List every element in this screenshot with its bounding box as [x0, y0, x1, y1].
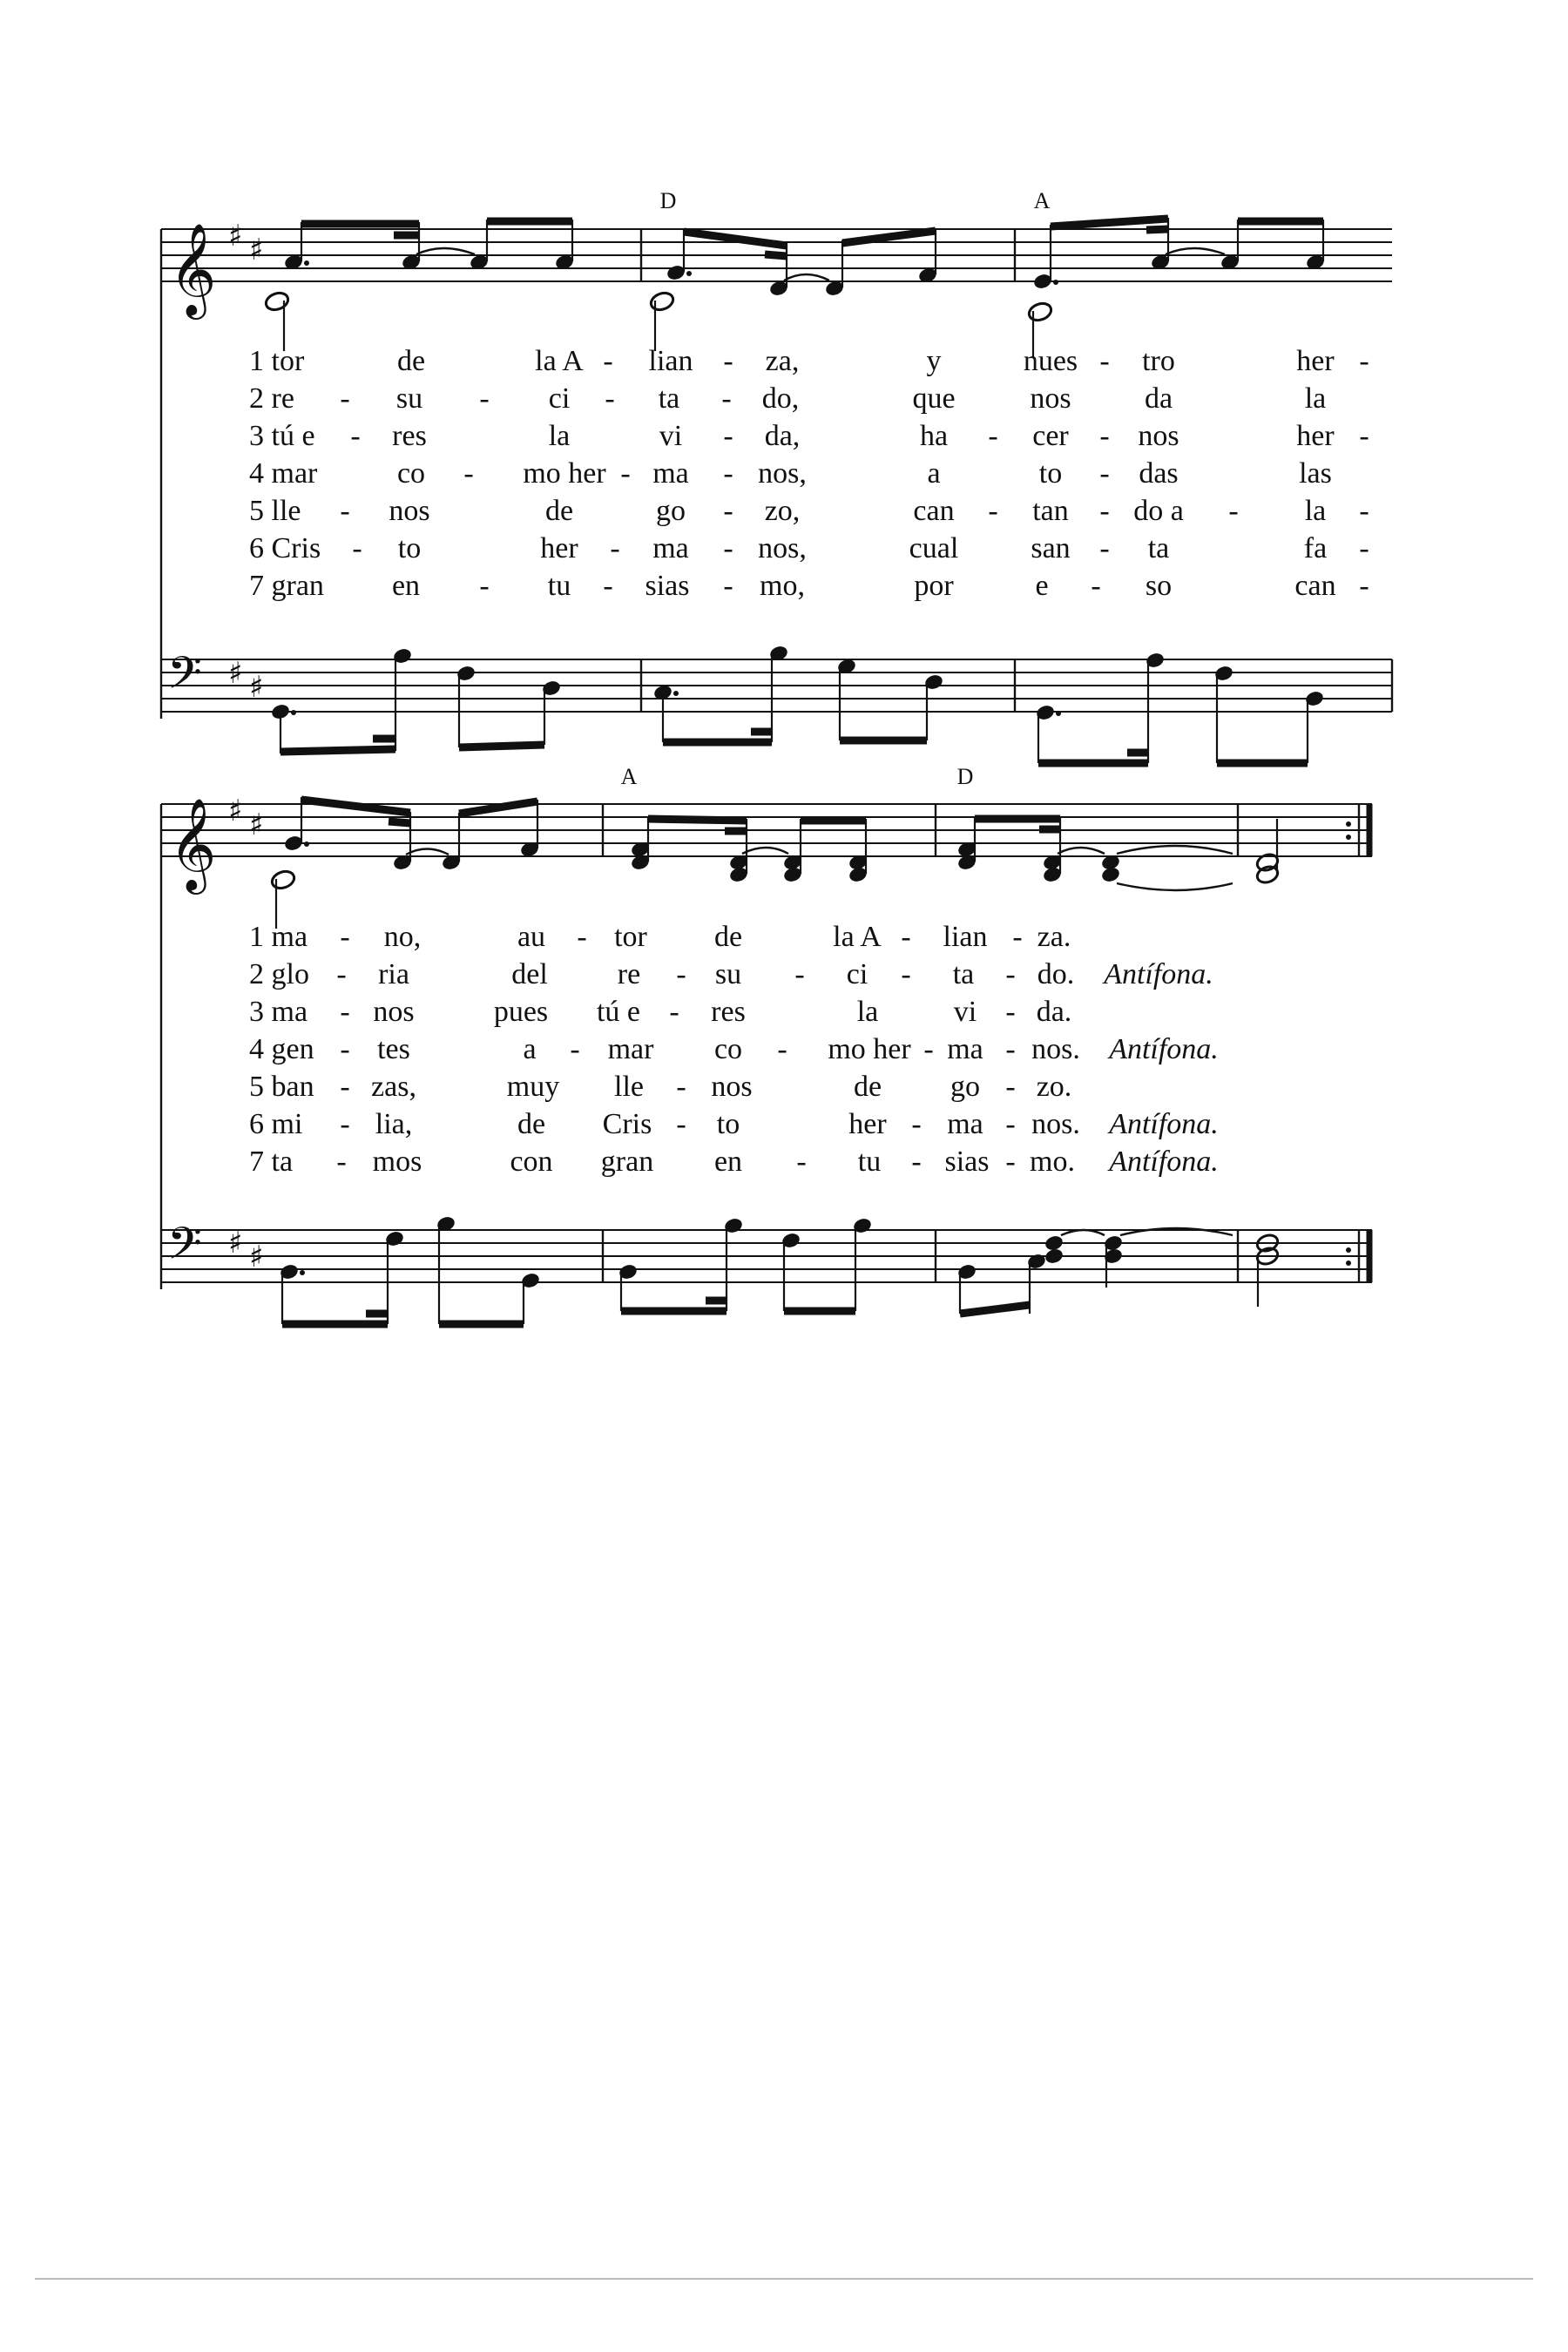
treble-notes-1 [264, 218, 1326, 357]
svg-text:♯: ♯ [249, 670, 264, 705]
lyric-syllable: nos [1138, 420, 1179, 452]
lyric-syllable: ta [658, 382, 680, 415]
lyric-syllable: - [1005, 958, 1016, 990]
lyric-syllable: mo, [760, 570, 805, 602]
lyric-syllable: - [577, 921, 587, 953]
lyric-syllable: en [391, 570, 421, 602]
lyric-syllable: - [723, 457, 733, 490]
chord-symbol: A [620, 764, 638, 789]
lyric-syllable: lle [614, 1071, 644, 1103]
lyric-syllable: mos [372, 1146, 422, 1178]
lyric-syllable: - [1359, 532, 1369, 564]
lyric-syllable: la A [535, 345, 584, 377]
lyric-syllable: Antífona. [1109, 1146, 1219, 1178]
lyric-syllable: nos [373, 996, 415, 1028]
lyric-syllable: 7 gran [249, 570, 324, 602]
lyric-syllable: de [544, 495, 574, 527]
lyric-syllable: Antífona. [1104, 958, 1213, 990]
lyric-syllable: - [1005, 996, 1016, 1028]
lyric-syllable: - [340, 921, 350, 953]
lyric-syllable: ria [378, 958, 409, 990]
lyric-syllable: - [676, 1071, 686, 1103]
lyric-syllable: - [463, 457, 474, 490]
lyric-syllable: - [723, 420, 733, 452]
lyric-syllable: fa [1303, 532, 1328, 564]
lyric-syllable: 4 gen [249, 1033, 314, 1065]
lyric-syllable: - [796, 1146, 807, 1178]
lyric-syllable: - [479, 382, 490, 415]
lyric-syllable: - [988, 420, 998, 452]
lyric-syllable: tro [1142, 345, 1175, 377]
lyric-syllable: - [1005, 1108, 1016, 1140]
lyric-syllable: 6 Cris [249, 532, 321, 564]
lyric-syllable: lian [648, 345, 693, 377]
lyric-syllable: so [1145, 570, 1173, 602]
lyric-syllable: nues [1023, 345, 1078, 377]
lyric-syllable: y [926, 345, 942, 377]
svg-text:♯: ♯ [249, 808, 264, 842]
lyric-syllable: - [723, 570, 733, 602]
lyric-syllable: pues [493, 996, 549, 1028]
lyric-syllable: - [723, 495, 733, 527]
lyric-syllable: - [1359, 570, 1369, 602]
lyric-syllable: vi [953, 996, 977, 1028]
lyric-syllable: her [540, 532, 578, 564]
lyric-syllable: can [1294, 570, 1336, 602]
lyric-syllable: a [523, 1033, 537, 1065]
lyric-syllable: - [340, 382, 350, 415]
lyric-syllable: tan [1032, 495, 1069, 527]
page-footer-rule [35, 2278, 1533, 2280]
lyric-syllable: nos [389, 495, 430, 527]
lyric-syllable: - [570, 1033, 580, 1065]
lyric-syllable: zo, [764, 495, 801, 527]
lyric-syllable: - [352, 532, 362, 564]
lyric-syllable: - [676, 1108, 686, 1140]
lyric-syllable: to [397, 532, 422, 564]
svg-text:♯: ♯ [228, 219, 243, 253]
lyric-syllable: nos [711, 1071, 753, 1103]
lyric-syllable: - [1099, 495, 1110, 527]
lyric-syllable: - [901, 958, 911, 990]
lyric-syllable: - [610, 532, 620, 564]
lyric-syllable: to [1038, 457, 1063, 490]
lyric-syllable: gran [600, 1146, 654, 1178]
lyric-syllable: - [1359, 495, 1369, 527]
lyric-syllable: tu [857, 1146, 882, 1178]
lyric-syllable: - [1012, 921, 1023, 953]
lyric-syllable: go [950, 1071, 980, 1103]
lyric-syllable: can [913, 495, 955, 527]
lyric-syllable: - [1005, 1146, 1016, 1178]
lyric-syllable: - [923, 1033, 934, 1065]
lyric-syllable: - [988, 495, 998, 527]
lyric-syllable: cer [1032, 420, 1069, 452]
lyric-syllable: tú e [596, 996, 641, 1028]
lyric-syllable: - [901, 921, 911, 953]
lyric-syllable: vi [659, 420, 683, 452]
lyric-syllable: do. [1037, 958, 1075, 990]
lyric-syllable: co [396, 457, 426, 490]
lyric-syllable: - [676, 958, 686, 990]
svg-text:𝄞: 𝄞 [169, 222, 217, 315]
lyric-syllable: - [340, 1071, 350, 1103]
lyric-syllable: da, [764, 420, 801, 452]
lyric-syllable: de [517, 1108, 546, 1140]
lyric-syllable: - [479, 570, 490, 602]
lyric-syllable: ma [947, 1033, 983, 1065]
lyric-syllable: co [713, 1033, 743, 1065]
lyric-syllable: la A [833, 921, 882, 953]
lyric-syllable: 1 tor [249, 345, 305, 377]
lyric-syllable: her [1296, 420, 1335, 452]
chord-symbol: D [659, 188, 677, 213]
lyric-syllable: to [716, 1108, 740, 1140]
lyric-syllable: Antífona. [1109, 1108, 1219, 1140]
lyric-syllable: 6 mi [249, 1108, 303, 1140]
chord-symbol: D [956, 764, 974, 789]
lyric-syllable: en [713, 1146, 743, 1178]
lyric-syllable: do a [1133, 495, 1184, 527]
lyric-syllable: 3 tú e [249, 420, 315, 452]
lyric-syllable: - [1005, 1071, 1016, 1103]
lyric-syllable: mo her [828, 1033, 911, 1065]
lyric-syllable: mar [607, 1033, 654, 1065]
lyric-syllable: - [1099, 532, 1110, 564]
lyric-syllable: - [620, 457, 631, 490]
lyric-syllable: da. [1036, 996, 1072, 1028]
lyric-syllable: la [856, 996, 879, 1028]
lyric-syllable: ci [846, 958, 868, 990]
lyric-syllable: - [723, 532, 733, 564]
lyric-syllable: Cris [602, 1108, 652, 1140]
lyric-syllable: nos. [1031, 1108, 1080, 1140]
lyric-syllable: de [396, 345, 426, 377]
lyric-syllable: ma [947, 1108, 983, 1140]
lyric-syllable: da [1144, 382, 1173, 415]
lyric-syllable: muy [506, 1071, 560, 1103]
lyric-syllable: la [1304, 495, 1327, 527]
lyric-syllable: por [914, 570, 954, 602]
lyric-syllable: cual [909, 532, 959, 564]
lyric-syllable: - [340, 1033, 350, 1065]
lyric-syllable: su [714, 958, 742, 990]
lyric-syllable: za, [765, 345, 800, 377]
lyric-syllable: ci [548, 382, 571, 415]
lyric-syllable: del [511, 958, 548, 990]
lyric-syllable: tes [377, 1033, 410, 1065]
svg-text:♯: ♯ [249, 233, 264, 267]
lyric-syllable: - [1228, 495, 1239, 527]
lyric-syllable: ma [652, 457, 689, 490]
lyric-syllable: re [617, 958, 641, 990]
lyric-syllable: tu [547, 570, 571, 602]
lyric-syllable: ma [652, 532, 689, 564]
lyric-syllable: au [517, 921, 546, 953]
lyric-syllable: sias [944, 1146, 990, 1178]
lyric-syllable: ta [952, 958, 975, 990]
lyric-syllable: - [1005, 1033, 1016, 1065]
lyric-syllable: de [853, 1071, 882, 1103]
svg-text:♯: ♯ [228, 1226, 243, 1260]
lyric-syllable: - [1359, 345, 1369, 377]
bass-staff-2 [161, 1217, 1372, 1282]
lyric-syllable: res [711, 996, 746, 1028]
lyric-syllable: su [395, 382, 423, 415]
lyric-syllable: lia, [375, 1108, 413, 1140]
lyric-syllable: Antífona. [1109, 1033, 1219, 1065]
lyric-syllable: la [548, 420, 571, 452]
lyric-syllable: - [911, 1146, 922, 1178]
lyric-syllable: 1 ma [249, 921, 308, 953]
lyric-syllable: - [603, 345, 613, 377]
lyric-syllable: her [848, 1108, 887, 1140]
lyric-syllable: de [713, 921, 743, 953]
lyric-syllable: - [340, 1108, 350, 1140]
lyric-syllable: 2 glo [249, 958, 309, 990]
lyric-syllable: tor [614, 921, 647, 953]
lyric-syllable: 4 mar [249, 457, 318, 490]
lyric-syllable: - [340, 495, 350, 527]
lyric-syllable: - [794, 958, 805, 990]
lyric-syllable: - [1099, 345, 1110, 377]
lyric-syllable: her [1296, 345, 1335, 377]
lyric-syllable: res [392, 420, 427, 452]
chord-symbol: A [1033, 188, 1051, 213]
lyric-syllable: que [912, 382, 956, 415]
lyric-syllable: las [1299, 457, 1332, 490]
lyric-syllable: zas, [371, 1071, 416, 1103]
lyric-syllable: 5 lle [249, 495, 301, 527]
lyric-syllable: 5 ban [249, 1071, 314, 1103]
lyric-syllable: - [336, 1146, 347, 1178]
lyric-syllable: - [1099, 420, 1110, 452]
lyric-syllable: mo. [1030, 1146, 1075, 1178]
lyric-syllable: zo. [1036, 1071, 1072, 1103]
lyric-syllable: - [340, 996, 350, 1028]
lyric-syllable: sias [645, 570, 690, 602]
svg-text:♯: ♯ [228, 656, 243, 691]
lyric-syllable: go [656, 495, 686, 527]
lyric-syllable: - [911, 1108, 922, 1140]
lyric-syllable: - [603, 570, 613, 602]
svg-text:𝄢: 𝄢 [167, 646, 202, 710]
lyric-syllable: a [927, 457, 941, 490]
lyric-syllable: ta [1147, 532, 1170, 564]
lyric-syllable: za. [1037, 921, 1071, 953]
lyric-syllable: - [605, 382, 615, 415]
lyric-syllable: san [1031, 532, 1071, 564]
lyric-syllable: - [1099, 457, 1110, 490]
lyric-syllable: - [721, 382, 732, 415]
lyric-syllable: no, [383, 921, 422, 953]
lyric-syllable: - [1359, 420, 1369, 452]
lyric-syllable: nos, [758, 532, 807, 564]
lyric-syllable: e [1035, 570, 1049, 602]
lyric-syllable: nos [1030, 382, 1071, 415]
lyric-syllable: mo her [523, 457, 606, 490]
svg-text:♯: ♯ [249, 1240, 264, 1274]
lyric-syllable: nos, [758, 457, 807, 490]
svg-text:𝄢: 𝄢 [167, 1217, 202, 1281]
lyric-syllable: nos. [1031, 1033, 1080, 1065]
lyric-syllable: 7 ta [249, 1146, 294, 1178]
bass-notes-1 [270, 645, 1325, 763]
lyric-syllable: - [350, 420, 361, 452]
lyric-syllable: 3 ma [249, 996, 308, 1028]
svg-text:♯: ♯ [228, 794, 243, 828]
lyric-syllable: - [723, 345, 733, 377]
lyric-syllable: 2 re [249, 382, 294, 415]
lyric-syllable: - [336, 958, 347, 990]
lyric-syllable: - [777, 1033, 787, 1065]
lyric-syllable: das [1139, 457, 1179, 490]
lyric-syllable: do, [761, 382, 800, 415]
lyric-syllable: ha [919, 420, 949, 452]
lyric-syllable: la [1304, 382, 1327, 415]
lyric-syllable: con [510, 1146, 553, 1178]
lyric-syllable: - [1091, 570, 1101, 602]
lyric-syllable: - [669, 996, 679, 1028]
svg-text:𝄞: 𝄞 [169, 797, 217, 890]
lyric-syllable: lian [943, 921, 988, 953]
